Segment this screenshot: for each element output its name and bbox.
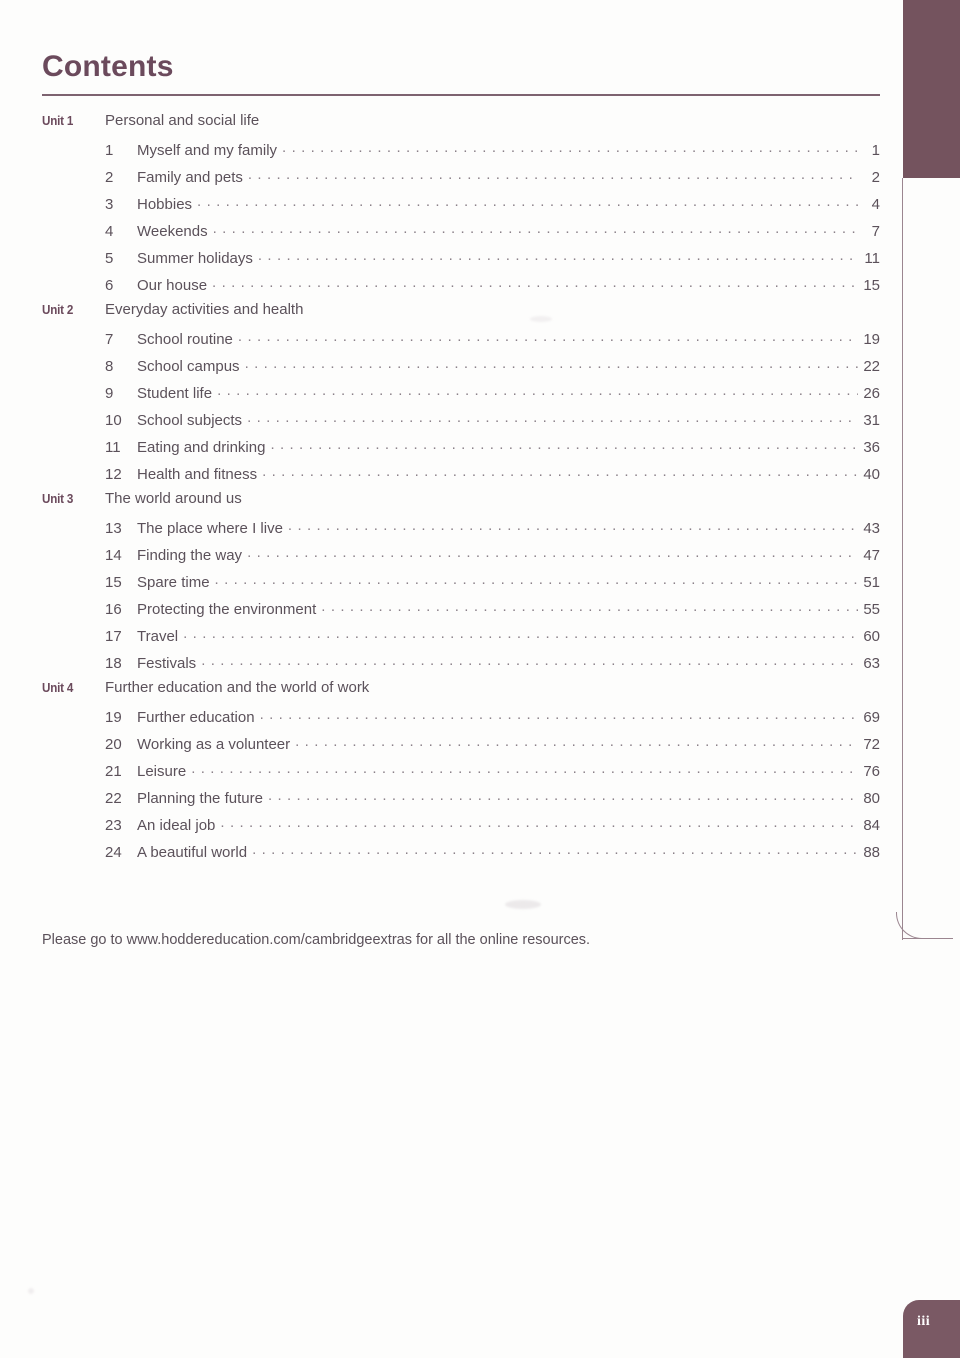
unit-label: Unit 3 [42,492,74,506]
table-of-contents [42,112,880,868]
toc-entry-page-number: 11 [864,250,880,267]
dot-leader [248,166,858,182]
toc-entry-number: 22 [105,790,122,807]
dot-leader [247,409,858,425]
toc-entry[interactable] [42,760,880,787]
toc-entry[interactable] [42,517,880,544]
unit-heading-row [42,112,880,139]
dot-leader [217,382,858,398]
toc-entry-number: 5 [105,250,114,267]
scan-artifact [28,1288,34,1294]
scan-artifact [530,316,552,322]
toc-entry-title: Working as a volunteer [137,736,291,753]
dot-leader [260,706,858,722]
toc-entry[interactable] [42,733,880,760]
folio-number: iii [917,1314,931,1329]
toc-entry-title: Planning the future [137,790,263,807]
toc-entry[interactable] [42,355,880,382]
toc-entry[interactable] [42,436,880,463]
toc-entry-number: 19 [105,709,122,726]
toc-entry-title: Our house [137,277,208,294]
toc-entry[interactable] [42,814,880,841]
toc-entry-title: Further education [137,709,255,726]
dot-leader [215,571,858,587]
toc-entry-number: 10 [105,412,122,429]
toc-entry-number: 4 [105,223,114,240]
toc-entry-page-number: 69 [863,709,880,726]
toc-entry-page-number: 4 [871,196,880,213]
toc-entry-title: Leisure [137,763,187,780]
unit-label: Unit 4 [42,681,74,695]
toc-entry-number: 3 [105,196,114,213]
toc-entry-title: Summer holidays [137,250,253,267]
dot-leader [245,355,858,371]
scan-artifact [505,900,541,909]
toc-entry-number: 23 [105,817,122,834]
dot-leader [183,625,858,641]
dot-leader [288,517,858,533]
toc-entry-number: 13 [105,520,122,537]
dot-leader [252,841,858,857]
toc-entry-number: 16 [105,601,122,618]
toc-entry-title: School campus [137,358,240,375]
toc-entry-title: A beautiful world [137,844,248,861]
unit-title: Personal and social life [105,112,260,129]
unit-title: Further education and the world of work [105,679,370,696]
dot-leader [201,652,858,668]
toc-entry-page-number: 36 [863,439,880,456]
dot-leader [197,193,858,209]
toc-entry-page-number: 2 [871,169,880,186]
toc-entry[interactable] [42,571,880,598]
toc-entry-page-number: 31 [863,412,880,429]
unit-title: Everyday activities and health [105,301,304,318]
tab-guide-rule-foot [903,938,953,939]
folio-thumb-tab [903,1300,960,1358]
toc-entry[interactable] [42,544,880,571]
toc-entry-page-number: 60 [863,628,880,645]
toc-entry-page-number: 72 [863,736,880,753]
toc-entry[interactable] [42,706,880,733]
toc-entry-number: 1 [105,142,114,159]
toc-entry-title: The place where I live [137,520,283,537]
dot-leader [247,544,858,560]
toc-entry-title: Family and pets [137,169,243,186]
section-thumb-tab-top [903,0,960,178]
toc-entry-page-number: 55 [863,601,880,618]
toc-entry-page-number: 26 [863,385,880,402]
toc-entry-number: 21 [105,763,122,780]
dot-leader [238,328,858,344]
toc-entry-page-number: 47 [863,547,880,564]
toc-entry[interactable] [42,139,880,166]
toc-entry-title: An ideal job [137,817,216,834]
toc-entry-title: School routine [137,331,233,348]
page-title: Contents [42,50,174,83]
toc-entry-title: Hobbies [137,196,193,213]
online-resources-note: Please go to www.hoddereducation.com/cambridgeextras for all the online resources. [42,932,591,948]
toc-entry[interactable] [42,193,880,220]
title-divider [42,94,880,96]
toc-entry-page-number: 51 [863,574,880,591]
toc-entry-number: 20 [105,736,122,753]
toc-entry-page-number: 7 [871,223,880,240]
toc-entry-page-number: 88 [863,844,880,861]
toc-entry-number: 15 [105,574,122,591]
toc-entry-number: 11 [105,439,121,456]
toc-entry[interactable] [42,409,880,436]
unit-label: Unit 1 [42,114,74,128]
toc-entry-title: Protecting the environment [137,601,317,618]
unit-heading-row [42,301,880,328]
toc-entry[interactable] [42,166,880,193]
dot-leader [191,760,858,776]
toc-entry-title: School subjects [137,412,243,429]
toc-entry-title: Travel [137,628,179,645]
dot-leader [212,274,858,290]
toc-entry-title: Festivals [137,655,197,672]
toc-entry-title: Spare time [137,574,210,591]
toc-entry-title: Weekends [137,223,208,240]
toc-entry[interactable] [42,841,880,868]
toc-entry[interactable] [42,625,880,652]
dot-leader [270,436,858,452]
toc-entry-number: 9 [105,385,114,402]
toc-entry-page-number: 43 [863,520,880,537]
dot-leader [262,463,858,479]
toc-entry-number: 12 [105,466,122,483]
toc-entry-number: 8 [105,358,114,375]
dot-leader [282,139,858,155]
toc-entry-number: 6 [105,277,114,294]
dot-leader [220,814,858,830]
unit-title: The world around us [105,490,242,507]
toc-entry[interactable] [42,247,880,274]
toc-entry-number: 17 [105,628,122,645]
toc-entry-number: 14 [105,547,122,564]
toc-entry-page-number: 22 [863,358,880,375]
dot-leader [258,247,858,263]
dot-leader [213,220,858,236]
toc-entry[interactable] [42,274,880,301]
toc-entry-page-number: 40 [863,466,880,483]
toc-entry-number: 24 [105,844,122,861]
toc-entry[interactable] [42,787,880,814]
toc-entry-title: Student life [137,385,213,402]
toc-entry[interactable] [42,220,880,247]
unit-label: Unit 2 [42,303,74,317]
toc-entry[interactable] [42,382,880,409]
toc-entry-number: 7 [105,331,114,348]
toc-entry-page-number: 1 [871,142,880,159]
toc-entry[interactable] [42,598,880,625]
dot-leader [321,598,858,614]
toc-entry-page-number: 76 [863,763,880,780]
toc-entry-page-number: 80 [863,790,880,807]
toc-entry-title: Health and fitness [137,466,258,483]
toc-entry[interactable] [42,328,880,355]
toc-entry[interactable] [42,463,880,490]
toc-entry-page-number: 19 [863,331,880,348]
toc-entry[interactable] [42,652,880,679]
toc-entry-page-number: 84 [863,817,880,834]
unit-heading-row [42,679,880,706]
unit-heading-row [42,490,880,517]
toc-entry-title: Eating and drinking [137,439,266,456]
toc-entry-page-number: 63 [863,655,880,672]
toc-entry-title: Myself and my family [137,142,278,159]
toc-entry-title: Finding the way [137,547,243,564]
dot-leader [295,733,858,749]
tab-guide-rule [902,178,903,940]
dot-leader [268,787,858,803]
toc-entry-number: 18 [105,655,122,672]
toc-entry-page-number: 15 [863,277,880,294]
toc-entry-number: 2 [105,169,114,186]
